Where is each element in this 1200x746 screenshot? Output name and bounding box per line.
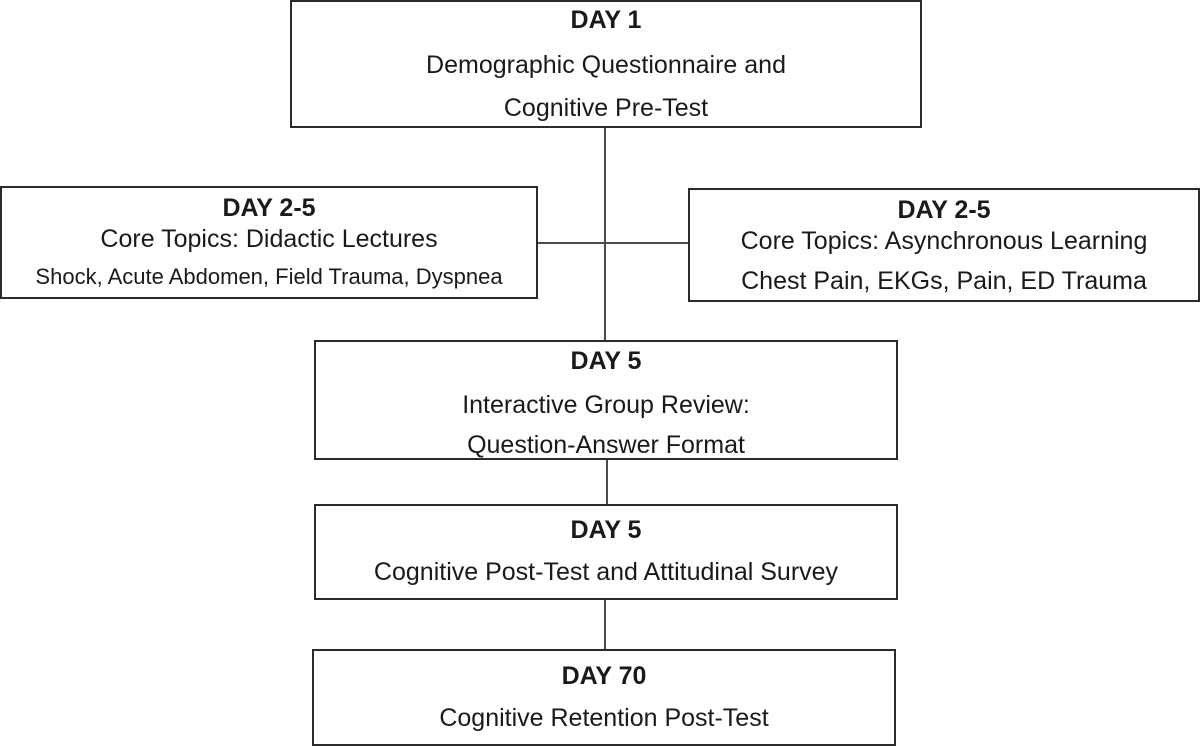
day5-review-title: DAY 5 xyxy=(570,347,642,375)
day1-box xyxy=(290,0,922,128)
day2-5-didactic-line-2: Shock, Acute Abdomen, Field Trauma, Dyspnea xyxy=(35,264,503,289)
day5-review-box xyxy=(314,340,898,460)
day5-posttest-box xyxy=(314,504,898,600)
day1-title: DAY 1 xyxy=(570,6,642,34)
day1-line-2: Cognitive Pre-Test xyxy=(503,94,709,122)
day2-5-asynchronous-box xyxy=(688,188,1200,302)
day5-posttest-line-1: Cognitive Post-Test and Attitudinal Survey xyxy=(373,558,839,586)
day2-5-didactic-box xyxy=(0,186,538,299)
day2-5-asynchronous-title: DAY 2-5 xyxy=(897,196,991,224)
day70-title: DAY 70 xyxy=(561,662,647,690)
day2-5-asynchronous-line-2: Chest Pain, EKGs, Pain, ED Trauma xyxy=(741,267,1147,295)
day2-5-didactic-line-1: Core Topics: Didactic Lectures xyxy=(100,225,438,253)
connector-day1-to-day5-review xyxy=(604,126,606,342)
day5-posttest-title: DAY 5 xyxy=(570,516,642,544)
day70-box xyxy=(312,649,896,746)
connector-day5-review-to-posttest xyxy=(606,458,608,506)
day5-review-line-1: Interactive Group Review: xyxy=(462,391,750,419)
connector-day2-5-left-to-right xyxy=(537,242,689,244)
day1-line-1: Demographic Questionnaire and xyxy=(426,51,786,79)
connector-posttest-to-day70 xyxy=(604,598,606,650)
day2-5-asynchronous-line-1: Core Topics: Asynchronous Learning xyxy=(740,227,1148,255)
day2-5-didactic-title: DAY 2-5 xyxy=(222,194,316,222)
day70-line-1: Cognitive Retention Post-Test xyxy=(439,704,769,732)
day5-review-line-2: Question-Answer Format xyxy=(467,431,745,459)
